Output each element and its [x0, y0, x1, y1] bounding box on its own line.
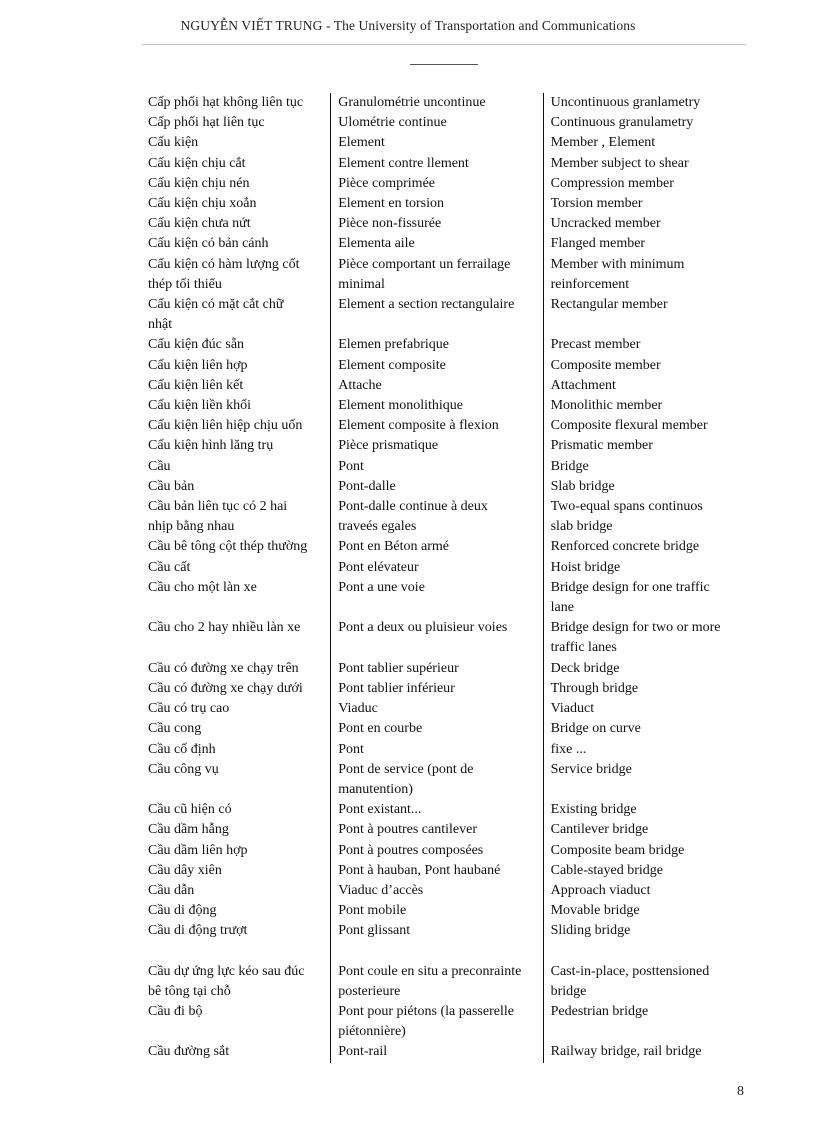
term-english: [543, 214, 748, 234]
term-vietnamese: [148, 901, 331, 921]
term-french-line: piétonnière): [338, 1024, 406, 1040]
term-french-line: traveés egales: [338, 519, 417, 535]
term-french-line: Pont-rail: [338, 1044, 388, 1060]
term-vietnamese: [148, 295, 331, 335]
term-french-line: Pièce non-fissurée: [338, 216, 442, 232]
term-french-line: Pièce comprimée: [338, 175, 435, 191]
term-french: [331, 255, 543, 295]
term-english-line: Member , Element: [550, 135, 656, 151]
term-french-line: Pont existant...: [338, 802, 422, 818]
term-vietnamese: [148, 194, 331, 214]
term-english-line: Movable bridge: [550, 903, 640, 919]
term-vietnamese: [148, 679, 331, 699]
term-english-line: traffic lanes: [550, 640, 617, 656]
term-english: [543, 154, 748, 174]
term-vietnamese: [148, 699, 331, 719]
term-french-line: Element en torsion: [338, 196, 444, 212]
term-vietnamese: [148, 335, 331, 355]
glossary-row: [148, 477, 748, 497]
term-vietnamese-line: Cầu cũ hiện có: [148, 802, 232, 818]
glossary-row: [148, 133, 748, 153]
term-french-line: Ulométrie continue: [338, 115, 447, 131]
term-french: [331, 901, 543, 921]
term-vietnamese-line: Cấu kiện chưa nứt: [148, 216, 251, 232]
term-vietnamese-line: Cầu cho một làn xe: [148, 579, 257, 595]
glossary-row: [148, 436, 748, 456]
term-english: [543, 194, 748, 214]
term-french-line: Pont glissant: [338, 923, 411, 939]
term-french-line: Pont tablier supérieur: [338, 660, 459, 676]
term-french: [331, 133, 543, 153]
term-vietnamese-line: Cầu công vụ: [148, 761, 219, 777]
term-english: [543, 881, 748, 901]
term-french: [331, 760, 543, 800]
term-french: [331, 214, 543, 234]
term-vietnamese-line: Cầu dự ứng lực kéo sau đúc: [148, 963, 305, 979]
term-vietnamese-line: Cầu bản liên tục có 2 hai: [148, 499, 288, 515]
term-english: [543, 174, 748, 194]
term-vietnamese: [148, 659, 331, 679]
term-vietnamese-line: Cầu bê tông cột thép thường: [148, 539, 308, 555]
term-french-line: Pièce comportant un ferrailage: [338, 256, 511, 272]
term-english-line: Two-equal spans continuos: [550, 499, 703, 515]
term-french: [331, 436, 543, 456]
term-english: [543, 1002, 748, 1042]
term-vietnamese: [148, 820, 331, 840]
term-french: [331, 820, 543, 840]
term-english-line: Composite member: [550, 357, 661, 373]
term-french-line: minimal: [338, 276, 385, 292]
term-english: [543, 942, 748, 962]
glossary-row: [148, 679, 748, 699]
term-english: [543, 659, 748, 679]
term-french: [331, 578, 543, 618]
term-english: [543, 457, 748, 477]
term-vietnamese-line: nhịp bằng nhau: [148, 519, 235, 535]
term-vietnamese-line: Cầu cong: [148, 721, 202, 737]
term-vietnamese-line: Cấu kiện liên kết: [148, 377, 244, 393]
term-french: [331, 376, 543, 396]
term-english-line: Bridge design for one traffic: [550, 579, 710, 595]
term-french-line: Viaduc d’accès: [338, 882, 424, 898]
term-french: [331, 921, 543, 941]
term-french: [331, 295, 543, 335]
term-french-line: Pont-dalle continue à deux: [338, 499, 488, 515]
term-french-line: Attache: [338, 377, 382, 393]
glossary-row: [148, 537, 748, 557]
term-french: [331, 942, 543, 962]
term-vietnamese: [148, 1002, 331, 1042]
term-english: [543, 699, 748, 719]
term-english-line: Through bridge: [550, 680, 639, 696]
term-english-line: Cable-stayed bridge: [550, 862, 663, 878]
term-english-line: Prismatic member: [550, 438, 653, 454]
term-english-line: Bridge on curve: [550, 721, 641, 737]
term-vietnamese: [148, 618, 331, 658]
term-vietnamese: [148, 942, 331, 962]
term-vietnamese: [148, 841, 331, 861]
term-vietnamese: [148, 497, 331, 537]
term-vietnamese-line: Cấu kiện chịu cắt: [148, 155, 246, 171]
term-french: [331, 861, 543, 881]
glossary-row: [148, 820, 748, 840]
term-vietnamese-line: Cầu cho 2 hay nhiều làn xe: [148, 620, 301, 636]
term-vietnamese-line: Cầu đi bộ: [148, 1003, 203, 1019]
term-vietnamese-line: Cầu dầm hẫng: [148, 822, 229, 838]
term-english: [543, 921, 748, 941]
term-vietnamese-line: Cầu dây xiên: [148, 862, 222, 878]
term-english-line: Railway bridge, rail bridge: [550, 1044, 702, 1060]
term-french: [331, 1002, 543, 1042]
term-vietnamese: [148, 1042, 331, 1062]
term-vietnamese-line: Cấp phối hạt không liên tục: [148, 95, 304, 110]
term-english: [543, 376, 748, 396]
term-vietnamese-line: Cấu kiện: [148, 135, 199, 151]
glossary-row: [148, 194, 748, 214]
term-english: [543, 558, 748, 578]
term-vietnamese: [148, 800, 331, 820]
term-english-line: fixe ...: [550, 741, 587, 757]
term-english-line: Cast-in-place, posttensioned: [550, 963, 710, 979]
term-french: [331, 356, 543, 376]
term-vietnamese-line: Cấu kiện hình lăng trụ: [148, 438, 274, 454]
term-french: [331, 679, 543, 699]
term-vietnamese: [148, 214, 331, 234]
term-french-line: posterieure: [338, 983, 401, 999]
glossary-row: [148, 962, 748, 1002]
glossary-row: [148, 1002, 748, 1042]
term-french: [331, 1042, 543, 1062]
glossary-row: [148, 497, 748, 537]
term-english-line: bridge: [550, 983, 587, 999]
term-english: [543, 618, 748, 658]
term-english: [543, 436, 748, 456]
term-french-line: Pont a une voie: [338, 579, 425, 595]
term-english: [543, 901, 748, 921]
term-french-line: Element composite: [338, 357, 446, 373]
term-french-line: Pont mobile: [338, 903, 407, 919]
term-english: [543, 93, 748, 113]
glossary-row: [148, 618, 748, 658]
glossary-row: [148, 396, 748, 416]
term-vietnamese-line: nhật: [148, 317, 173, 333]
term-french: [331, 537, 543, 557]
term-english-line: lane: [550, 600, 574, 616]
term-vietnamese: [148, 133, 331, 153]
glossary-row: [148, 234, 748, 254]
glossary-row: [148, 942, 748, 962]
term-french: [331, 93, 543, 113]
term-french-line: Element monolithique: [338, 398, 464, 414]
term-english-line: Existing bridge: [550, 802, 637, 818]
term-french: [331, 618, 543, 658]
term-english: [543, 356, 748, 376]
term-english: [543, 537, 748, 557]
term-vietnamese: [148, 477, 331, 497]
term-french-line: Pont: [338, 741, 364, 757]
term-english-line: Cantilever bridge: [550, 822, 649, 838]
term-french-line: Pont à poutres cantilever: [338, 822, 477, 838]
term-english: [543, 255, 748, 295]
term-french: [331, 174, 543, 194]
term-english: [543, 396, 748, 416]
glossary-row: [148, 901, 748, 921]
term-french-line: Viaduc: [338, 701, 378, 717]
term-french: [331, 800, 543, 820]
term-english: [543, 740, 748, 760]
term-french-line: Pont en Béton armé: [338, 539, 450, 555]
glossary-body: [148, 93, 748, 1063]
glossary-row: [148, 416, 748, 436]
term-vietnamese: [148, 416, 331, 436]
header-rule: [142, 44, 746, 45]
term-english: [543, 841, 748, 861]
term-vietnamese: [148, 881, 331, 901]
term-english-line: Attachment: [550, 377, 616, 393]
term-french: [331, 396, 543, 416]
term-english-line: Approach viaduct: [550, 882, 651, 898]
glossary-row: [148, 760, 748, 800]
term-french: [331, 841, 543, 861]
term-french: [331, 881, 543, 901]
term-vietnamese-line: bê tông tại chỗ: [148, 983, 231, 999]
term-english: [543, 760, 748, 800]
term-vietnamese-line: Cầu dầm liên hợp: [148, 842, 248, 858]
term-english: [543, 820, 748, 840]
term-vietnamese: [148, 740, 331, 760]
term-vietnamese-line: thép tối thiểu: [148, 276, 222, 292]
term-english: [543, 477, 748, 497]
term-english-line: Hoist bridge: [550, 559, 621, 575]
term-vietnamese-line: Cấp phối hạt liên tục: [148, 115, 265, 131]
term-french-line: Elementa aile: [338, 236, 415, 252]
term-vietnamese-line: Cấu kiện có bản cánh: [148, 236, 269, 252]
term-french-line: Pont tablier inférieur: [338, 680, 455, 696]
term-english-line: Rectangular member: [550, 297, 668, 313]
term-vietnamese-line: Cấu kiện liên hợp: [148, 357, 248, 373]
term-french: [331, 659, 543, 679]
term-vietnamese: [148, 558, 331, 578]
term-english-line: Sliding bridge: [550, 923, 631, 939]
term-french-line: Pont coule en situ a preconrainte: [338, 963, 522, 979]
term-vietnamese-line: Cầu di động trượt: [148, 923, 248, 939]
term-vietnamese-line: Cấu kiện có mặt cắt chữ: [148, 297, 284, 313]
term-english: [543, 416, 748, 436]
term-french-line: Element composite à flexion: [338, 418, 499, 434]
term-vietnamese-line: Cấu kiện liền khối: [148, 398, 252, 414]
term-vietnamese: [148, 396, 331, 416]
term-vietnamese: [148, 356, 331, 376]
term-english: [543, 113, 748, 133]
term-english-line: Composite flexural member: [550, 418, 708, 434]
term-french-line: Pont: [338, 458, 364, 474]
glossary-row: [148, 921, 748, 941]
term-vietnamese: [148, 113, 331, 133]
term-english: [543, 497, 748, 537]
term-english-line: Viaduct: [550, 701, 595, 717]
glossary-row: [148, 1042, 748, 1062]
term-french-line: Granulométrie uncontinue: [338, 95, 486, 110]
term-english-line: Monolithic member: [550, 398, 663, 414]
term-vietnamese: [148, 154, 331, 174]
glossary-row: [148, 295, 748, 335]
term-vietnamese: [148, 93, 331, 113]
term-vietnamese-line: Cấu kiện có hàm lượng cốt: [148, 256, 300, 272]
term-english-line: Slab bridge: [550, 478, 615, 494]
term-english-line: slab bridge: [550, 519, 613, 535]
term-french-line: manutention): [338, 781, 413, 797]
term-vietnamese: [148, 255, 331, 295]
glossary-row: [148, 881, 748, 901]
glossary-row: [148, 719, 748, 739]
term-english-line: Pedestrian bridge: [550, 1003, 649, 1019]
term-english-line: Deck bridge: [550, 660, 620, 676]
term-french-line: Pont-dalle: [338, 478, 396, 494]
term-vietnamese: [148, 376, 331, 396]
glossary-row: [148, 841, 748, 861]
term-vietnamese-line: Cầu bản: [148, 478, 195, 494]
glossary-row: [148, 558, 748, 578]
glossary-row: [148, 659, 748, 679]
header-dash-line: [410, 64, 478, 65]
glossary-row: [148, 800, 748, 820]
term-english-line: Bridge: [550, 458, 589, 474]
term-vietnamese-line: Cầu dẫn: [148, 882, 195, 898]
term-english: [543, 962, 748, 1002]
term-english-line: Renforced concrete bridge: [550, 539, 700, 555]
glossary-row: [148, 335, 748, 355]
page-number: 8: [737, 1084, 744, 1099]
term-english-line: Torsion member: [550, 196, 643, 212]
term-french: [331, 962, 543, 1002]
glossary-row: [148, 376, 748, 396]
term-french-line: Pièce prismatique: [338, 438, 439, 454]
term-english-line: Member subject to shear: [550, 155, 689, 171]
term-vietnamese: [148, 760, 331, 800]
term-vietnamese: [148, 436, 331, 456]
term-french-line: Pont a deux ou pluisieur voies: [338, 620, 508, 636]
term-english: [543, 234, 748, 254]
term-english-line: Flanged member: [550, 236, 646, 252]
term-english-line: Uncontinuous granlametry: [550, 95, 701, 110]
term-french-line: Pont à hauban, Pont haubané: [338, 862, 501, 878]
term-vietnamese: [148, 457, 331, 477]
glossary-row: [148, 740, 748, 760]
term-french: [331, 457, 543, 477]
term-english-line: Precast member: [550, 337, 641, 353]
term-french: [331, 154, 543, 174]
term-english-line: Composite beam bridge: [550, 842, 685, 858]
term-french: [331, 558, 543, 578]
term-english: [543, 578, 748, 618]
glossary-row: [148, 457, 748, 477]
glossary-row: [148, 578, 748, 618]
term-french: [331, 194, 543, 214]
term-vietnamese: [148, 719, 331, 739]
term-french-line: Element: [338, 135, 385, 151]
term-french: [331, 740, 543, 760]
term-vietnamese-line: Cấu kiện đúc sẵn: [148, 337, 245, 353]
term-vietnamese: [148, 921, 331, 941]
glossary-row: [148, 154, 748, 174]
term-vietnamese: [148, 861, 331, 881]
term-french-line: Element a section rectangulaire: [338, 297, 515, 313]
term-english-line: Uncracked member: [550, 216, 661, 232]
term-english-line: Continuous granulametry: [550, 115, 694, 131]
term-french: [331, 335, 543, 355]
glossary-row: [148, 93, 748, 113]
term-vietnamese-line: Cầu cất: [148, 559, 191, 575]
glossary-row: [148, 255, 748, 295]
term-english: [543, 861, 748, 881]
term-english-line: Member with minimum: [550, 256, 685, 272]
term-vietnamese-line: Cầu di động: [148, 903, 217, 919]
term-french-line: Pont pour piétons (la passerelle: [338, 1003, 514, 1019]
term-vietnamese-line: Cầu có trụ cao: [148, 701, 230, 717]
glossary-row: [148, 214, 748, 234]
term-vietnamese-line: Cầu cố định: [148, 741, 216, 757]
term-english: [543, 679, 748, 699]
glossary-row: [148, 699, 748, 719]
term-english: [543, 295, 748, 335]
term-vietnamese-line: Cầu có đường xe chạy dưới: [148, 680, 303, 696]
term-french: [331, 497, 543, 537]
term-french-line: Pont de service (pont de: [338, 761, 474, 777]
glossary-row: [148, 356, 748, 376]
glossary-table: [148, 93, 748, 1063]
term-english: [543, 719, 748, 739]
term-french-line: Pont à poutres composées: [338, 842, 484, 858]
term-french-line: Pont en courbe: [338, 721, 423, 737]
term-vietnamese: [148, 578, 331, 618]
term-vietnamese-line: Cấu kiện liên hiệp chịu uốn: [148, 418, 303, 434]
term-english-line: Compression member: [550, 175, 674, 191]
term-french: [331, 699, 543, 719]
term-french: [331, 719, 543, 739]
glossary-row: [148, 861, 748, 881]
term-english: [543, 800, 748, 820]
glossary-row: [148, 174, 748, 194]
glossary-row: [148, 113, 748, 133]
term-french-line: Pont elévateur: [338, 559, 419, 575]
term-french-line: Elemen prefabrique: [338, 337, 449, 353]
term-french: [331, 416, 543, 436]
term-english-line: reinforcement: [550, 276, 630, 292]
term-vietnamese: [148, 537, 331, 557]
term-english-line: Service bridge: [550, 761, 632, 777]
term-french-line: Element contre llement: [338, 155, 469, 171]
term-vietnamese: [148, 174, 331, 194]
term-vietnamese: [148, 234, 331, 254]
term-french: [331, 477, 543, 497]
page-header: NGUYỄN VIẾT TRUNG - The University of Transportation and Communications: [180, 18, 636, 33]
term-vietnamese-line: Cầu có đường xe chạy trên: [148, 660, 299, 676]
term-vietnamese: [148, 962, 331, 1002]
term-french: [331, 234, 543, 254]
term-vietnamese-line: Cầu đường sắt: [148, 1044, 230, 1060]
term-vietnamese-line: Cấu kiện chịu xoắn: [148, 196, 257, 212]
term-english-line: Bridge design for two or more: [550, 620, 721, 636]
term-english: [543, 133, 748, 153]
term-vietnamese-line: Cấu kiện chịu nén: [148, 175, 250, 191]
term-english: [543, 1042, 748, 1062]
term-french: [331, 113, 543, 133]
term-english: [543, 335, 748, 355]
term-vietnamese-line: Cầu: [148, 458, 171, 474]
